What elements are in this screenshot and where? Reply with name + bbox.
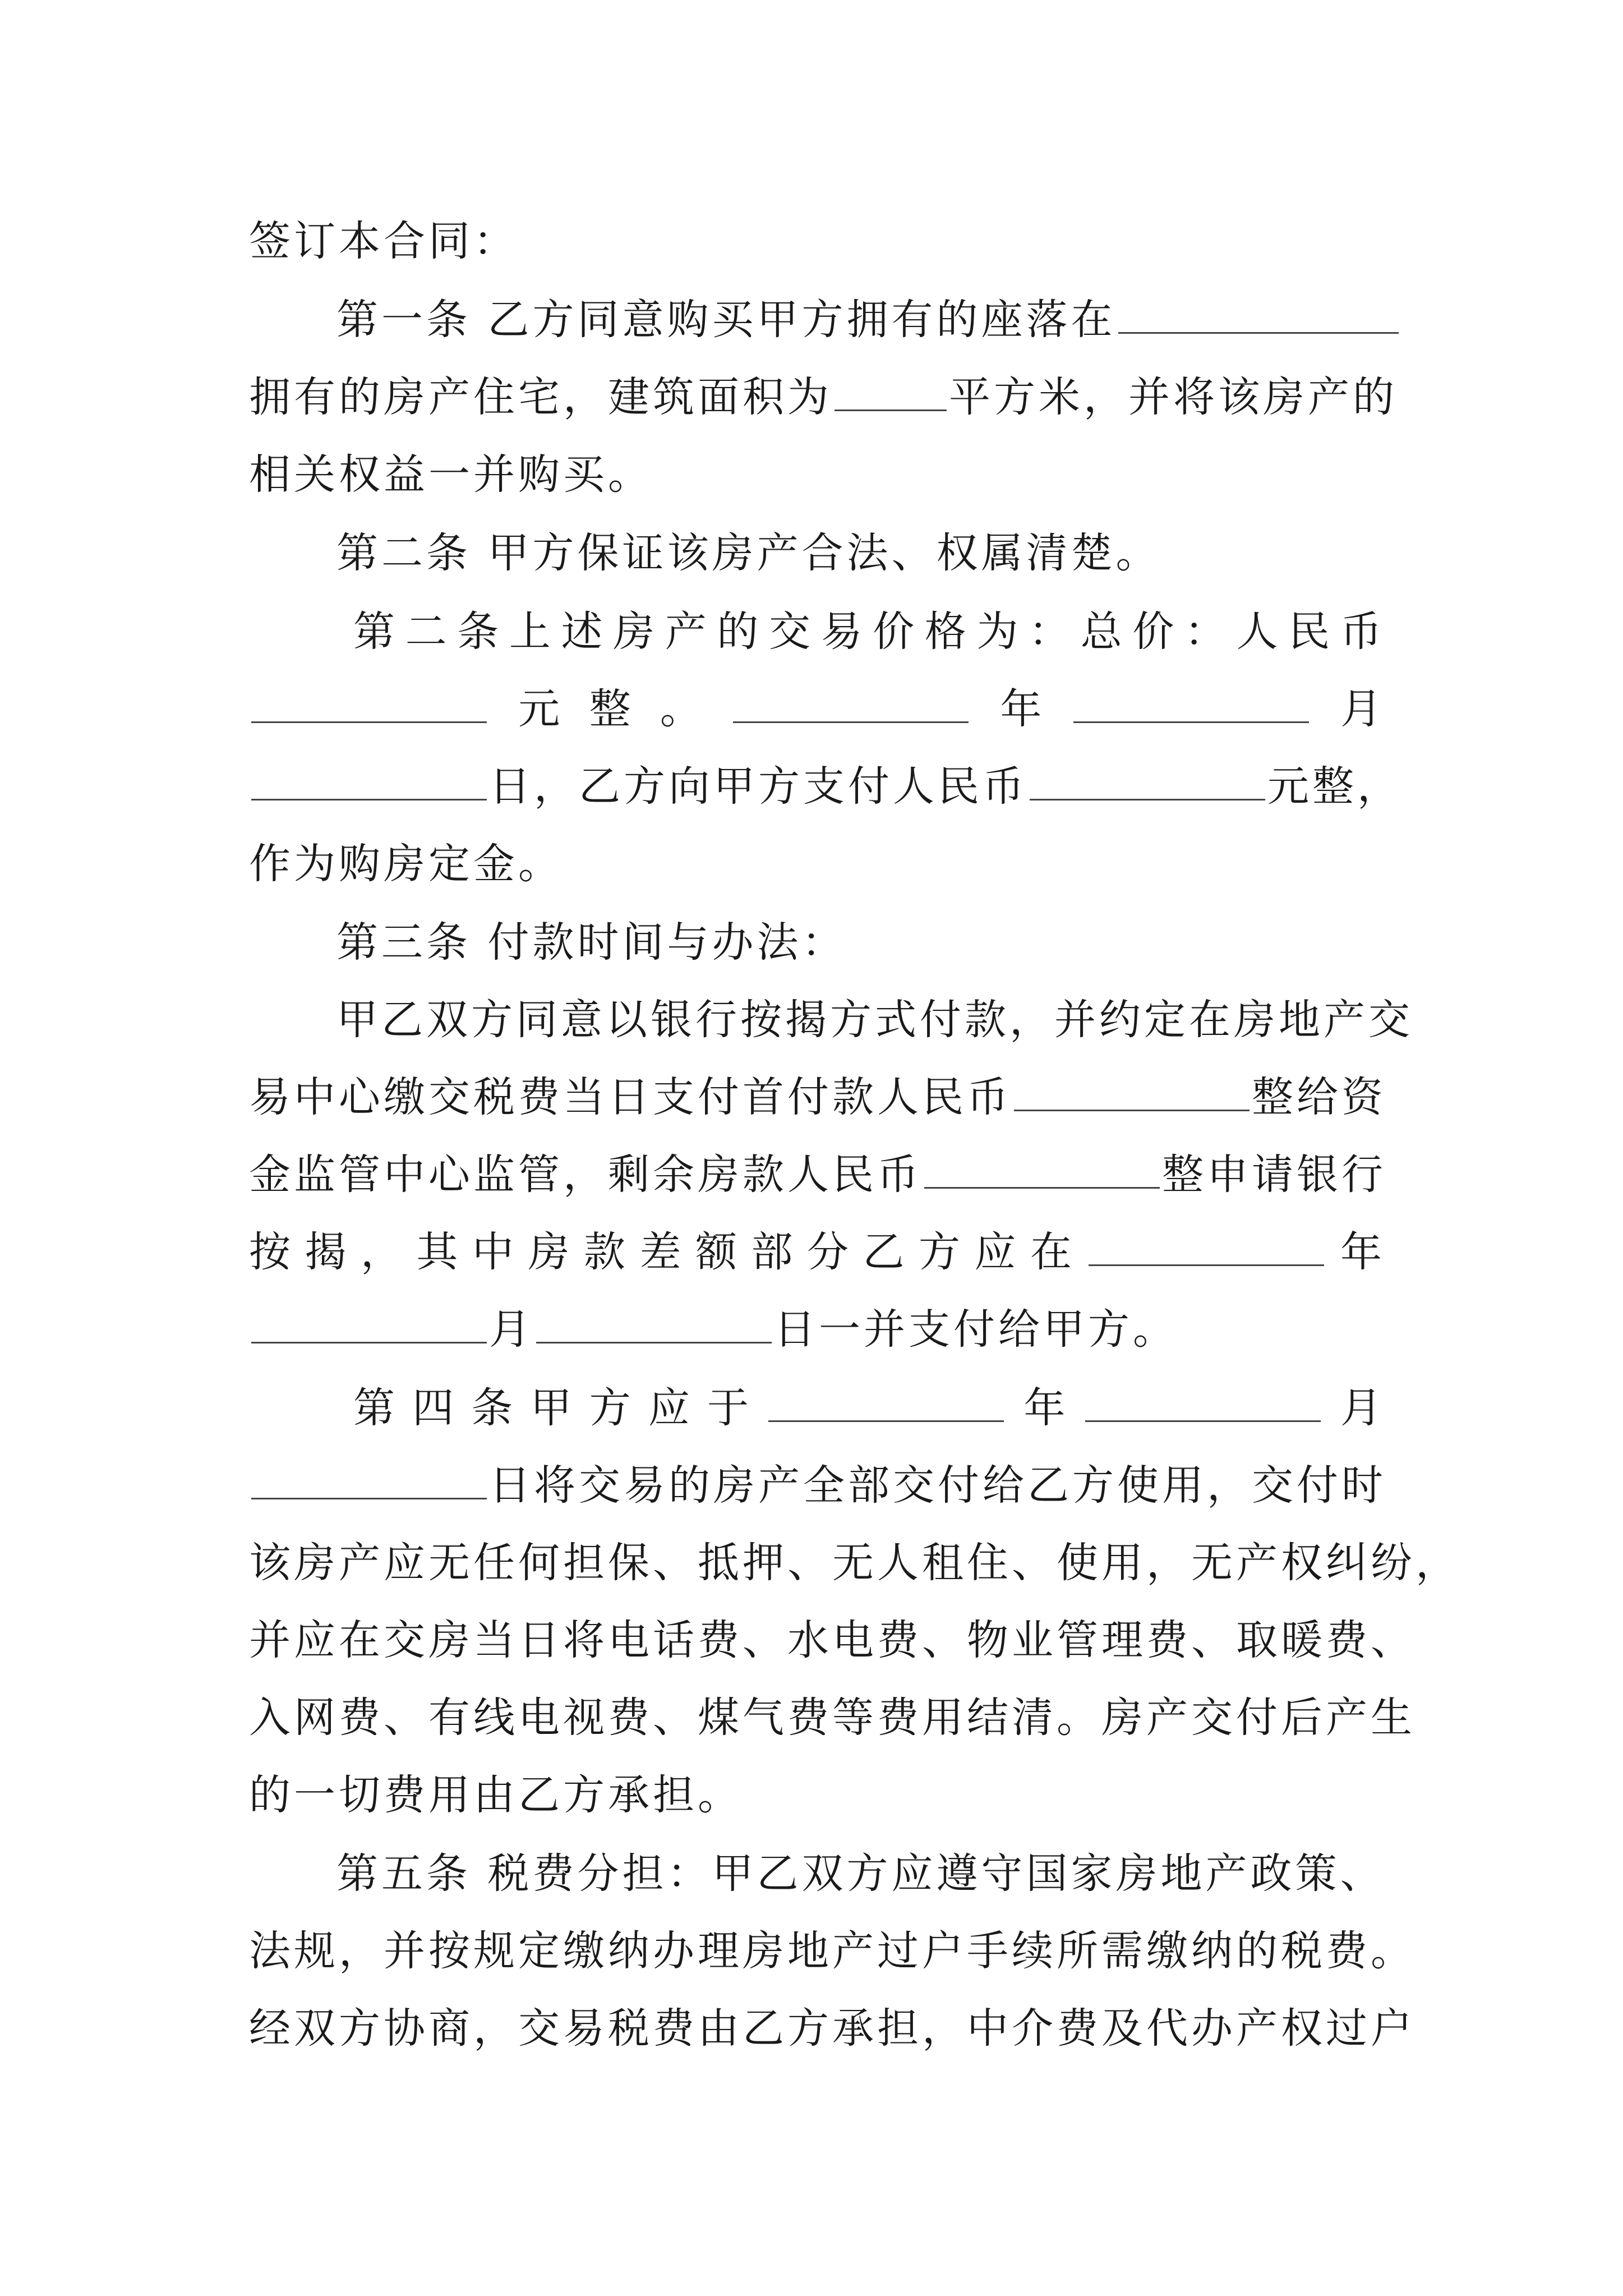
char: 其 [416,1228,458,1276]
char: 月 [1340,1384,1382,1432]
blank-location [1118,295,1399,334]
blank-remaining [924,1150,1160,1189]
line-text: 拥有的房产住宅，建筑面积为 [249,373,832,421]
article-2-text: 第二条 甲方保证该房产合法、权属清楚。 [336,529,1161,577]
char: 年 [1023,1384,1066,1432]
text-line [249,830,1382,898]
char: 在 [1030,1228,1072,1276]
line-text: 入网费、有线电视费、煤气费等费用结清。房产交付后产生 [249,1694,1415,1742]
char: 月 [1340,685,1382,733]
char: 甲 [530,1384,572,1432]
text-line-justified [249,675,1382,743]
line-text: 元整， [1267,762,1402,811]
char: 易 [820,608,863,656]
char: 中 [472,1228,514,1276]
text-line [249,441,1382,508]
char: 方 [919,1228,960,1276]
text-line [249,1607,1415,1674]
article-5-text: 第五条 税费分担：甲乙双方应遵守国家房地产政策、 [336,1849,1385,1898]
char: 条 [471,1384,513,1432]
char: 民 [1288,608,1330,656]
text-line [336,286,1382,353]
text-line [249,1995,1415,2062]
char: 币 [1340,608,1382,656]
char: 差 [639,1228,681,1276]
char: 总 [1080,608,1122,656]
text-line [249,1141,1386,1208]
char: ： [1184,608,1226,656]
line-text: 的一切费用由乙方承担。 [249,1771,743,1819]
line-text: 并应在交房当日将电话费、水电费、物业管理费、取暖费、 [249,1616,1415,1664]
blank-month [251,1305,487,1343]
blank-deposit [1030,762,1265,800]
char: 交 [769,608,810,656]
text-line-justified [353,598,1382,665]
char: ， [361,1228,402,1276]
blank-year [1089,1227,1324,1266]
line-text: 日将交易的房产全部交付给乙方使用，交付时 [489,1461,1386,1510]
blank-month [1085,1383,1321,1422]
char: 述 [561,608,603,656]
text-line-justified [353,1374,1382,1442]
char: 二 [405,608,447,656]
line-text: 月 [489,1305,534,1354]
char: 于 [707,1384,749,1432]
char: 。 [660,685,702,733]
char: 年 [1000,685,1042,733]
char: 揭 [305,1228,347,1276]
char: 价 [1132,608,1174,656]
char: 元 [518,685,560,733]
blank-day [536,1305,772,1343]
text-line [336,1840,1385,1907]
line-text: 作为购房定金。 [249,840,563,888]
line-text: 平方米，并将该房产的 [949,373,1398,421]
line-text: 日，乙方向甲方支付人民币 [489,762,1027,811]
char: 按 [249,1228,291,1276]
blank-total-price [251,684,487,723]
char: 条 [457,608,499,656]
text-line [249,753,1402,820]
char: 格 [924,608,966,656]
char: 部 [751,1228,793,1276]
text-line [249,364,1398,431]
char: 的 [717,608,759,656]
line-text: 相关权益一并购买。 [249,450,653,499]
line-text: 该房产应无任何担保、抵押、无人租住、使用，无产权纠纷， [249,1539,1460,1587]
char: 分 [807,1228,849,1276]
char: 第 [353,1384,395,1432]
char: ： [1029,608,1071,656]
article-1-text: 第一条 乙方同意购买甲方拥有的座落在 [336,296,1116,344]
line-text: 日一并支付给甲方。 [774,1305,1178,1354]
char: 整 [589,685,631,733]
char: 年 [1340,1228,1382,1276]
text-line [249,1684,1415,1751]
text-line-justified [249,1218,1382,1286]
char: 房 [528,1228,570,1276]
blank-day [251,1461,487,1499]
line-text: 整给资 [1252,1073,1386,1121]
char: 四 [412,1384,454,1432]
text-line [249,208,1382,275]
blank-down-payment [1014,1073,1249,1111]
line-text: 签订本合同： [249,217,518,265]
line-text: 整申请银行 [1162,1151,1386,1199]
char: 乙 [863,1228,905,1276]
char: 产 [665,608,707,656]
text-line [336,909,1382,976]
char: 款 [584,1228,625,1276]
char: 为 [976,608,1018,656]
char: 房 [613,608,655,656]
line-text: 易中心缴交税费当日支付首付款人民币 [249,1073,1012,1121]
text-line [249,1529,1460,1596]
text-line [336,986,1413,1053]
char: 人 [1236,608,1278,656]
text-line [249,1917,1415,1985]
char: 方 [589,1384,631,1432]
char: 应 [974,1228,1016,1276]
text-line [249,1296,1382,1363]
text-line [249,1761,1382,1829]
line-text: 法规，并按规定缴纳办理房地产过户手续所需缴纳的税费。 [249,1927,1415,1975]
line-text: 金监管中心监管，剩余房款人民币 [249,1151,922,1199]
line-text: 甲乙双方同意以银行按揭方式付款，并约定在房地产交 [336,996,1413,1044]
blank-day [251,762,487,800]
char: 额 [695,1228,737,1276]
char: 价 [873,608,915,656]
line-text: 经双方协商，交易税费由乙方承担，中介费及代办产权过户 [249,2004,1415,2053]
text-line [249,1452,1386,1519]
blank-area [834,372,947,411]
blank-year [733,684,969,723]
text-line [336,519,1382,587]
char: 上 [509,608,551,656]
blank-year [768,1383,1004,1422]
char: 应 [648,1384,690,1432]
char: 第 [353,608,395,656]
blank-month [1073,684,1309,723]
article-3-heading: 第三条 付款时间与办法： [336,918,847,967]
text-line [249,1064,1386,1131]
